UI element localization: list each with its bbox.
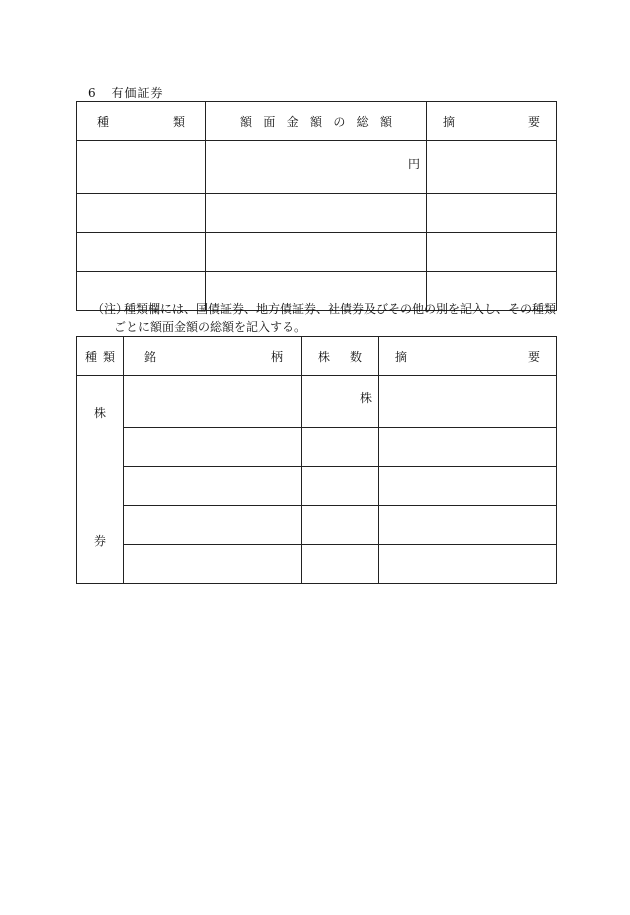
header-remarks: 摘 要 — [427, 102, 557, 141]
section-title — [88, 84, 163, 101]
remarks-input-cell[interactable] — [379, 506, 557, 545]
face-total-input-cell[interactable] — [206, 233, 427, 272]
shares-input-cell[interactable] — [302, 376, 379, 428]
header-brand: 銘 柄 — [124, 337, 302, 376]
section-number: 6 — [88, 86, 97, 100]
table-row — [77, 506, 557, 545]
face-total-input-cell[interactable] — [206, 194, 427, 233]
shares-input-cell[interactable] — [302, 428, 379, 467]
kind-input-cell[interactable] — [77, 141, 206, 194]
brand-input-cell[interactable] — [124, 467, 302, 506]
header-face-total: 額 面 金 額 の 総 額 — [206, 102, 427, 141]
header-kind: 種 類 — [77, 102, 206, 141]
remarks-input-cell[interactable] — [379, 467, 557, 506]
remarks-input-cell[interactable] — [379, 545, 557, 584]
remarks-input-cell[interactable] — [427, 233, 557, 272]
note — [92, 300, 562, 336]
note-mark: （注） — [92, 302, 129, 316]
table-row — [77, 467, 557, 506]
section-title-text: 有価証券 — [111, 86, 164, 100]
remarks-input-cell[interactable] — [379, 428, 557, 467]
table-row — [77, 545, 557, 584]
yen-unit-label: 円 — [407, 157, 420, 171]
shares-unit-label: 株 — [359, 391, 372, 405]
table-row — [77, 428, 557, 467]
brand-input-cell[interactable] — [124, 428, 302, 467]
remarks-input-cell[interactable] — [427, 141, 557, 194]
note-line-1: （注）種類欄には、国債証券、地方債証券、社債券及びその他の別を記入し、その種類 — [92, 302, 557, 316]
kind-label-top: 株 — [93, 406, 106, 420]
remarks-input-cell[interactable] — [427, 194, 557, 233]
header-remarks: 摘 要 — [379, 337, 557, 376]
header-shares: 株 数 — [302, 337, 379, 376]
table-row — [77, 194, 557, 233]
kind-stock-certificate-cell — [77, 376, 124, 584]
note-line-2: ごとに額面金額の総額を記入する。 — [114, 320, 307, 334]
table-row — [77, 233, 557, 272]
kind-label-bottom: 券 — [93, 534, 106, 548]
table-row — [77, 376, 557, 428]
shares-input-cell[interactable] — [302, 545, 379, 584]
brand-input-cell[interactable] — [124, 376, 302, 428]
brand-input-cell[interactable] — [124, 506, 302, 545]
face-total-input-cell[interactable] — [206, 141, 427, 194]
brand-input-cell[interactable] — [124, 545, 302, 584]
kind-input-cell[interactable] — [77, 194, 206, 233]
stock-certificate-table — [76, 336, 557, 584]
kind-input-cell[interactable] — [77, 233, 206, 272]
header-kind: 種 類 — [77, 337, 124, 376]
shares-input-cell[interactable] — [302, 467, 379, 506]
table2-header-row — [77, 337, 557, 376]
table1-header-row — [77, 102, 557, 141]
remarks-input-cell[interactable] — [379, 376, 557, 428]
securities-face-value-table — [76, 101, 557, 311]
table-row — [77, 141, 557, 194]
shares-input-cell[interactable] — [302, 506, 379, 545]
